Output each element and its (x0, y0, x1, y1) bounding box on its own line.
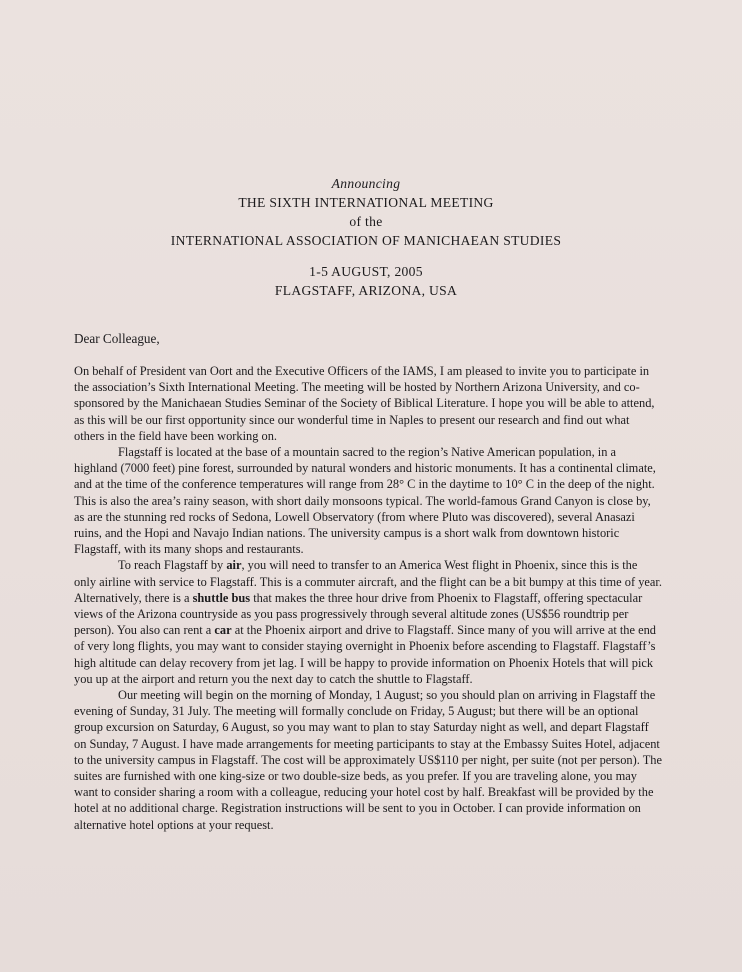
meeting-title: THE SIXTH INTERNATIONAL MEETING (238, 195, 494, 210)
of-the-line: of the (349, 214, 383, 229)
travel-shuttle-term: shuttle bus (192, 590, 251, 605)
paragraph-schedule: Our meeting will begin on the morning of Monday, 1 August; so you should plan on arriving in Flagstaff the evening of Sunday, 31 July. The meeting will formally conclude on Friday, 5 August; but there will be an optional group excursion on Saturday, 6 August, so you may want to plan to stay Saturday night as well, and depart Flagstaff on Sunday, 7 August. I have made arrangements for meeting participants to stay at the Embassy Suites Hotel, adjacent to the university campus in Flagstaff. The cost will be approximately US$110 per night, per suite (not per person). The suites are furnished with one king-size or two double-size beds, as you prefer. If you are traveling alone, you may want to consider sharing a room with a colleague, reducing your hotel cost by half. Breakfast will be provided by the hotel at no additional charge. Registration instructions will be sent to you in October. I can provide information on alternative hotel options at your request. (74, 688, 662, 832)
association-name: INTERNATIONAL ASSOCIATION OF MANICHAEAN STUDIES (170, 233, 562, 248)
letter-body (74, 363, 662, 833)
paragraph-flagstaff: Flagstaff is located at the base of a mountain sacred to the region’s Native American population, in a highland (7000 feet) pine forest, surrounded by natural wonders and historic monuments. It has a continental climate, and at the time of the conference temperatures will range from 28° C in the daytime to 10° C in the deep of the night. This is also the area’s rainy season, with short daily monsoons typical. The world-famous Grand Canyon is close by, as are the stunning red rocks of Sedona, Lowell Observatory (from where Pluto was discovered), several Anasazi ruins, and the Hopi and Navajo Indian nations. The university campus is a short walk from downtown historic Flagstaff, with its many shops and restaurants. (74, 445, 656, 557)
travel-text-a: To reach Flagstaff by (118, 558, 227, 573)
paragraph-invitation: On behalf of President van Oort and the Executive Officers of the IAMS, I am pleased to invite you to participate in the association’s Sixth International Meeting. The meeting will be hosted by Northern Arizona University, and co-sponsored by the Manichaean Studies Seminar of the Society of Biblical Literature. I hope you will be able to attend, as this will be our first opportunity since our wonderful time in Naples to present our research and find out what others in the field have been working on. (74, 364, 655, 443)
travel-text-b: , you will need to transfer to an America West flight in Phoenix, since this is the only airline with service to Flagstaff. This is a commuter aircraft, and the flight can be a bit bumpy at this time of year. Alternatively, there is a (74, 558, 662, 605)
travel-text-c: that makes the three hour drive from Phoenix to Flagstaff, offering spectacular views of the Arizona countryside as you pass progressively through several altitude zones (US$56 roundtrip per person). You also can rent a (74, 590, 643, 638)
announcement-header (60, 174, 672, 300)
travel-car-term: car (214, 623, 232, 638)
travel-air-term: air (226, 558, 242, 573)
paragraph-travel (74, 557, 662, 687)
announcing-label: Announcing (331, 176, 401, 191)
meeting-location: FLAGSTAFF, ARIZONA, USA (274, 283, 458, 298)
travel-text-d: at the Phoenix airport and drive to Flagstaff. Since many of you will arrive at the end of very long flights, you may want to consider staying overnight in Phoenix before ascending to Flagstaff. Flagstaff’s high altitude can delay recovery from jet lag. I will be happy to provide information on Phoenix Hotels that will pick you up at the airport and return you the next day to catch the shuttle to Flagstaff. (74, 623, 656, 686)
salutation: Dear Colleague, (74, 331, 160, 346)
meeting-dates: 1-5 AUGUST, 2005 (309, 264, 423, 279)
